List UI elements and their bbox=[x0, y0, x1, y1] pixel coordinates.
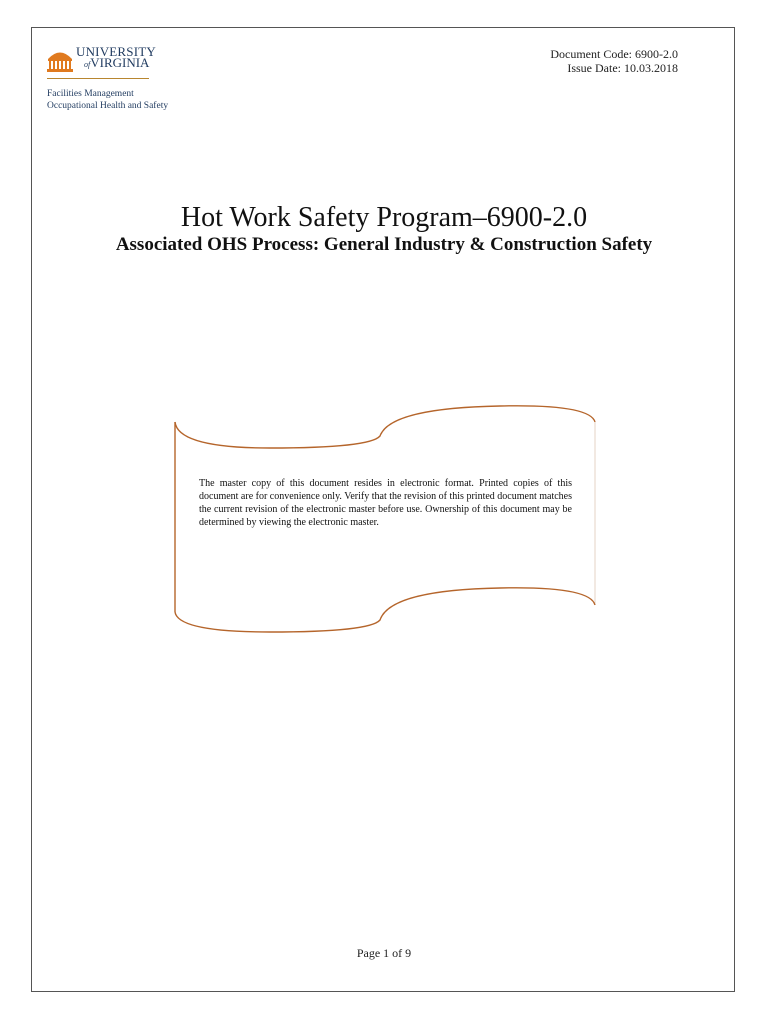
master-copy-notice: The master copy of this document resides in electronic format. Printed copies of this document are for convenience only. Verify that the revision of this printed document matches the current revision of the electronic master before use. Ownership of this document may be determined by viewing the electronic master. bbox=[199, 478, 572, 528]
department-block bbox=[47, 88, 168, 112]
department-name: Facilities Management bbox=[47, 89, 134, 99]
logo-line2 bbox=[76, 57, 156, 70]
logo-divider bbox=[47, 78, 149, 79]
logo-line2-text: VIRGINIA bbox=[90, 55, 150, 70]
document-title: Hot Work Safety Program–6900-2.0 bbox=[180, 201, 588, 233]
division-name: Occupational Health and Safety bbox=[47, 101, 169, 111]
logo-line1: UNIVERSITY bbox=[76, 44, 156, 59]
document-meta bbox=[550, 47, 678, 75]
logo-wordmark bbox=[76, 46, 156, 70]
logo-prefix: of bbox=[84, 60, 91, 69]
issue-date: Issue Date: 10.03.2018 bbox=[567, 61, 678, 75]
document-subtitle: Associated OHS Process: General Industry & Construction Safety bbox=[115, 234, 653, 255]
rotunda-icon bbox=[47, 48, 73, 72]
document-code: Document Code: 6900-2.0 bbox=[550, 47, 678, 61]
page-number: Page 1 of 9 bbox=[356, 946, 412, 960]
